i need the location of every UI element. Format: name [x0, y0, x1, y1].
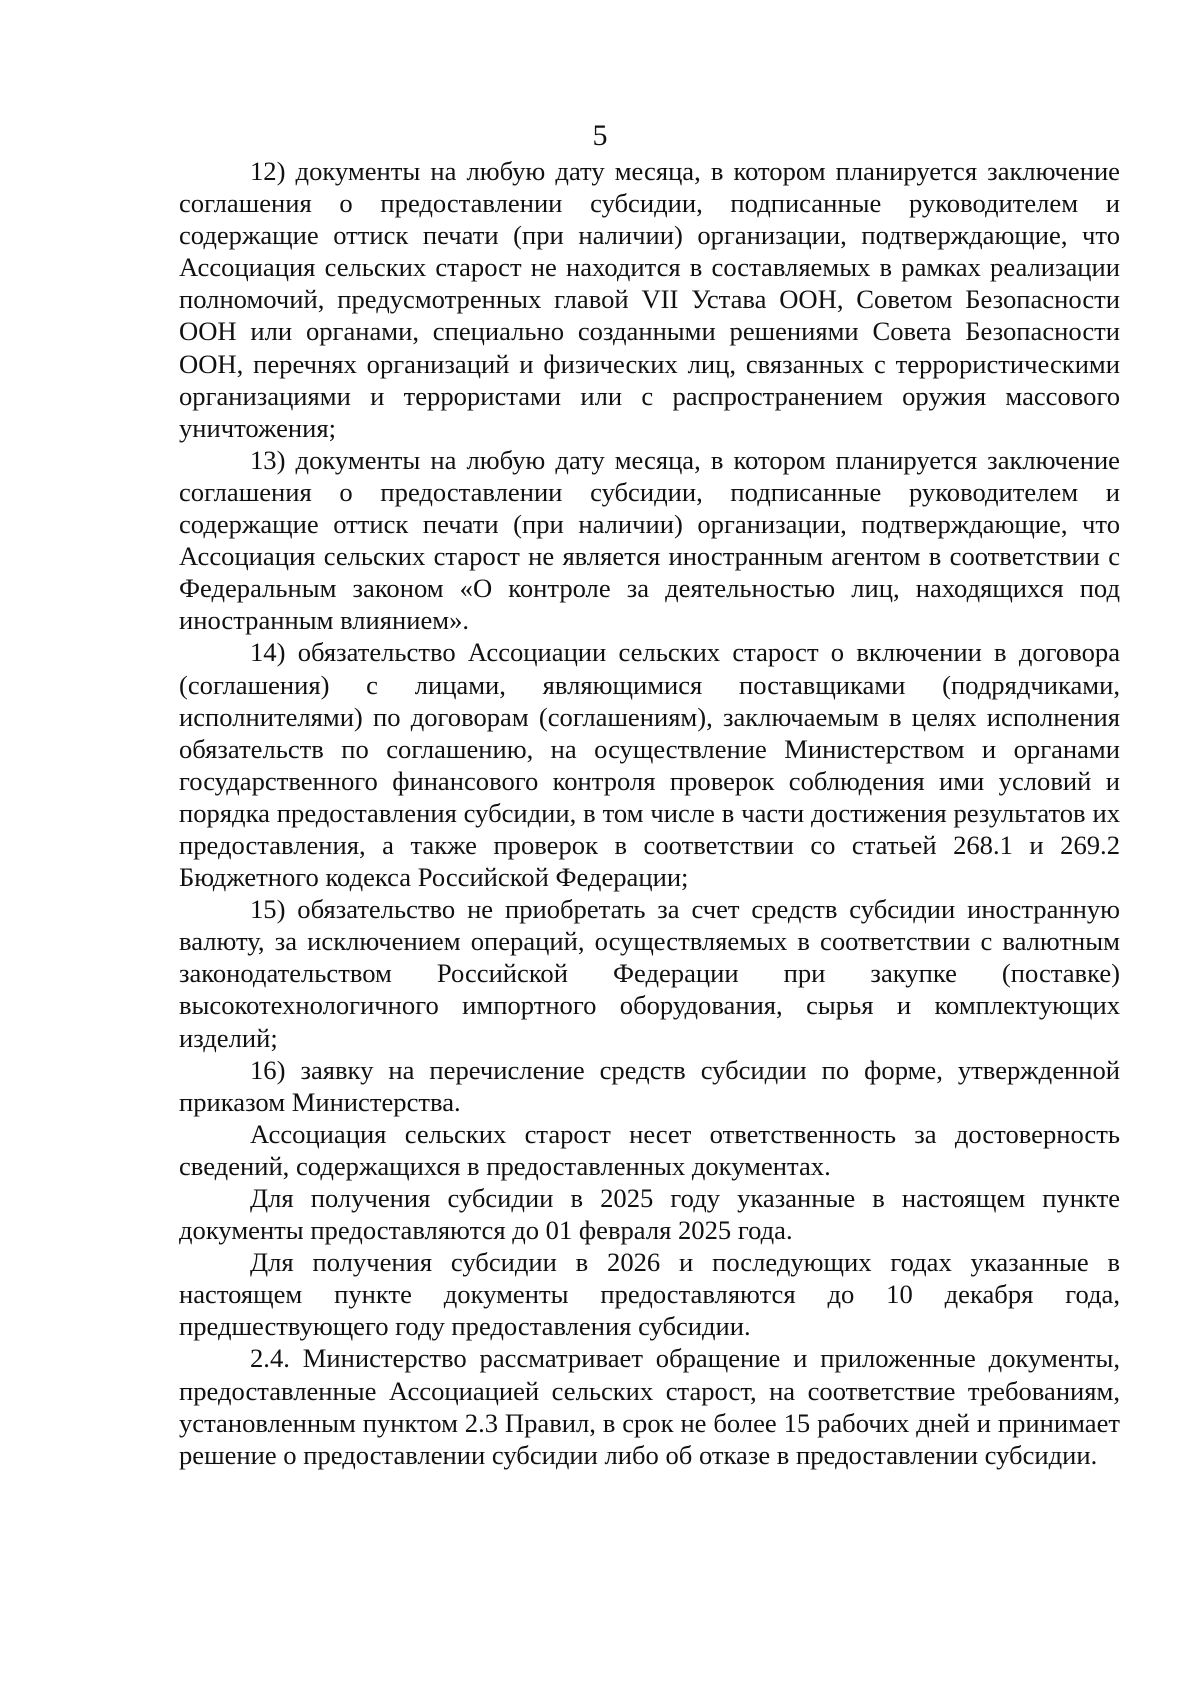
page-number: 5 — [592, 119, 608, 152]
responsibility-paragraph: Ассоциация сельских старост несет ответственность за достоверность сведений, содержащихся в предоставленных документах. — [179, 1118, 1120, 1181]
document-body — [179, 155, 1120, 1471]
item-13-paragraph: 13) документы на любую дату месяца, в котором планируется заключение соглашения о предоставлении субсидии, подписанные руководителем и содержащие оттиск печати (при наличии) организации, подтверждающие, что Ассоциация сельских старост не является иностранным агентом в соответствии с Федеральным законом «О контроле за деятельностью лиц, находящихся под иностранным влиянием». — [179, 444, 1120, 636]
item-15-paragraph: 15) обязательство не приобретать за счет средств субсидии иностранную валюту, за исключением операций, осуществляемых в соответствии с валютным законодательством Российской Федерации при закупке (поставке) высокотехнологичного импортного оборудования, сырья и комплектующих изделий; — [179, 894, 1120, 1053]
item-12-paragraph: 12) документы на любую дату месяца, в котором планируется заключение соглашения о предоставлении субсидии, подписанные руководителем и содержащие оттиск печати (при наличии) организации, подтверждающие, что Ассоциация сельских старост не находится в составляемых в рамках реализации полномочий, предусмотренных главой VII Устава ООН, Советом Безопасности ООН или органами, специально созданными решениями Совета Безопасности ООН, перечнях организаций и физических лиц, связанных с террористическими организациями и террористами или с распространением оружия массового уничтожения; — [179, 156, 1120, 443]
deadline-2026-paragraph: Для получения субсидии в 2026 и последующих годах указанные в настоящем пункте документы предоставляются до 10 декабря года, предшествующего году предоставления субсидии. — [179, 1247, 1120, 1342]
item-14-paragraph: 14) обязательство Ассоциации сельских старост о включении в договора (соглашения) с лицами, являющимися поставщиками (подрядчиками, исполнителями) по договорам (соглашениям), заключаемым в целях исполнения обязательств по соглашению, на осуществление Министерством и органами государственного финансового контроля проверок соблюдения ими условий и порядка предоставления субсидии, в том числе в части достижения результатов их предоставления, а также проверок в соответствии со статьей 268.1 и 269.2 Бюджетного кодекса Российской Федерации; — [179, 637, 1120, 893]
deadline-2025-paragraph: Для получения субсидии в 2025 году указанные в настоящем пункте документы предоставляются до 01 февраля 2025 года. — [179, 1183, 1120, 1246]
item-16-paragraph: 16) заявку на перечисление средств субсидии по форме, утвержденной приказом Министерства. — [179, 1054, 1120, 1117]
section-2-4-paragraph: 2.4. Министерство рассматривает обращение и приложенные документы, предоставленные Ассоциацией сельских старост, на соответствие требованиям, установленным пунктом 2.3 Правил, в срок не более 15 рабочих дней и принимает решение о предоставлении субсидии либо об отказе в предоставлении субсидии. — [179, 1343, 1120, 1470]
